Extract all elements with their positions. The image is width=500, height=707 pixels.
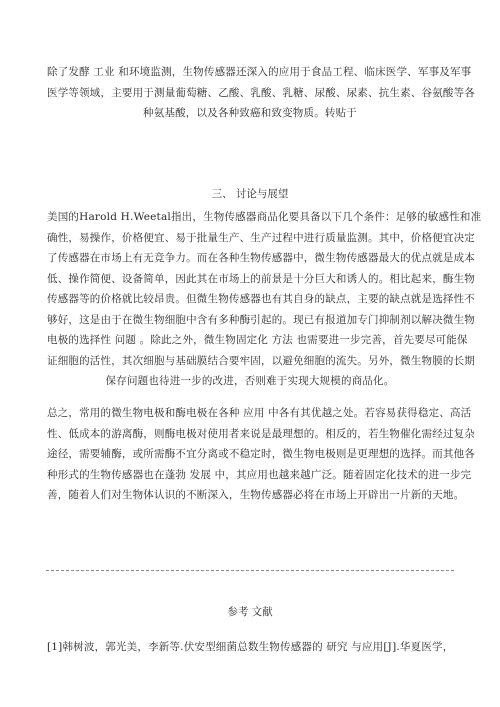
text-line: 低、操作简便、设备简单，因此其在市场上的前景是十分巨大和诱人的。相比起来，酶生物 (47, 272, 475, 285)
text-line: 除了发酵 工业 和环境监测，生物传感器还深入的应用于食品工程、临床医学、军事及军事 (47, 66, 472, 78)
text-line: 够好，这是由于在微生物细胞中含有多种酶引起的。现已有报道加专门抑制剂以解决微生物 (47, 313, 475, 326)
text-line: 电极的选择性 问题 。除此之外，微生物固定化 方法 也需要进一步完善，首先要尽可能保 (47, 334, 468, 346)
text-line: 确性，易操作，价格便宜、易于批量生产、生产过程中进行质量监测。其中，价格便宜决定 (47, 231, 475, 244)
text-line: 途径，需要辅酶，或所需酶不宜分离或不稳定时，微生物电极则是更理想的选择。而其他各 (47, 448, 475, 460)
text-line: 善，随着人们对生物体认识的不断深入，生物传感器必将在市场上开辟出一片新的天地。 (47, 489, 465, 501)
reference-entry (47, 637, 453, 658)
text-line: 总之，常用的微生物电极和酶电极在各种 应用 中各有其优越之处。若容易获得稳定、高活 (47, 407, 472, 419)
text-line: 医学等领域，主要用于测量葡萄糖、乙酸、乳酸、乳糖、尿酸、尿素、抗生素、谷氨酸等各 (47, 86, 475, 99)
text-line: 了传感器在市场上有无竞争力。而在各种生物传感器中，微生物传感器最大的优点就是成本 (47, 252, 475, 264)
text-line: 美国的Harold H.Weetal指出，生物传感器商品化要具备以下几个条件：足够的敏感性和准 (47, 211, 482, 223)
paragraph-conclusion (47, 403, 475, 506)
section-heading: 三、 讨论与展望 (211, 188, 289, 200)
paragraph-applications (47, 62, 475, 124)
text-line: 传感器等的价格就比较昂贵。但微生物传感器也有其自身的缺点，主要的缺点就是选择性不 (47, 293, 475, 305)
text-line: 种氨基酸，以及各种致癌和致变物质。转贴于 (143, 107, 357, 119)
text-line: 性、低成本的游离酶，则酶电极对使用者来说是最理想的。相反的，若生物催化需经过复杂 (47, 427, 475, 440)
text-line: [1]韩树波，郭光美，李新等.伏安型细菌总数生物传感器的 研究 与应用[J].华夏医学， (47, 641, 454, 653)
references-heading: 参考 文献 (227, 606, 273, 618)
text-line: 保存问题也待进一步的改进，否则难于实现大规模的商品化。 (105, 375, 395, 387)
text-line: 种形式的生物传感器也在蓬勃 发展 中，其应用也越来越广泛。随着固定化技术的进一步完 (47, 468, 472, 481)
divider (46, 570, 454, 571)
text-line: 证细胞的活性，其次细胞与基础膜结合要牢固，以避免细胞的流失。另外，微生物膜的长期 (47, 354, 475, 367)
paragraph-discussion (47, 207, 482, 392)
